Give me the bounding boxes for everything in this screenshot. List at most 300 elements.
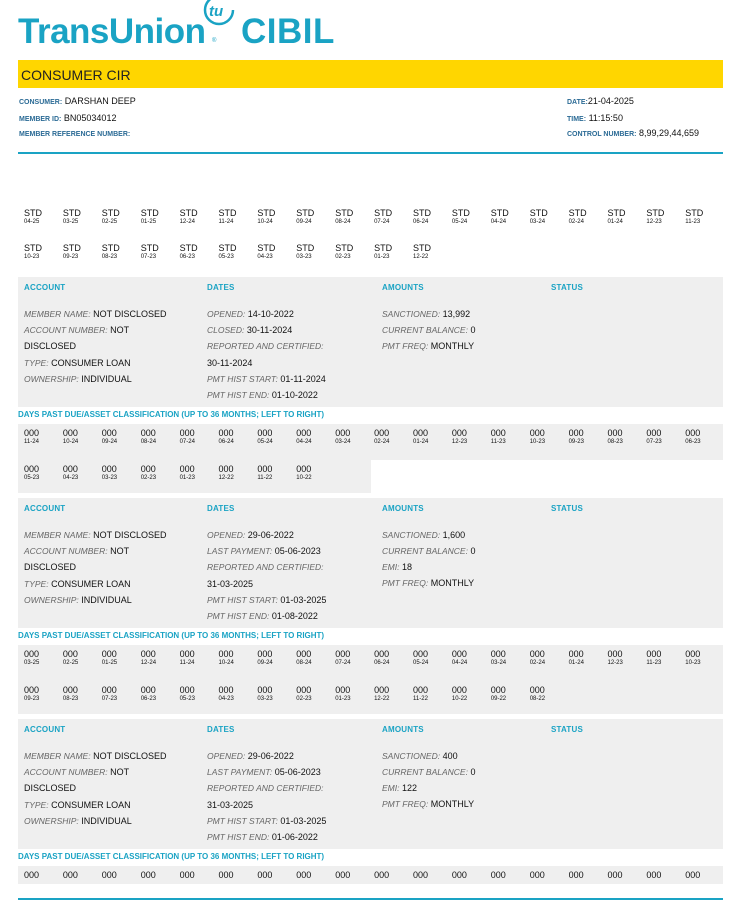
cell-month: 02-25 — [101, 219, 118, 225]
grid-cell — [608, 428, 638, 447]
cell-month: 02-24 — [568, 219, 584, 225]
cell-value: 000 — [607, 870, 623, 880]
grid-cell — [219, 685, 249, 704]
dates-heading: DATES — [207, 283, 235, 292]
cell-value: 000 — [257, 870, 273, 880]
cell-value: STD — [374, 208, 393, 218]
grid-cell — [257, 685, 287, 704]
cell-value: 000 — [413, 428, 429, 438]
cell-month: 08-23 — [101, 254, 118, 260]
date-opened: OPENED: 14-10-2022 — [207, 309, 294, 319]
current-balance: CURRENT BALANCE: 0 — [382, 767, 476, 777]
grid-cell — [452, 649, 482, 668]
cell-month: 01-24 — [568, 660, 584, 666]
cell-value: 000 — [179, 870, 195, 880]
grid-cell — [219, 870, 249, 880]
cell-month: 05-24 — [413, 660, 429, 666]
cell-value: 000 — [62, 464, 78, 474]
cell-month: 01-23 — [179, 475, 195, 481]
cell-month: 02-23 — [296, 696, 312, 702]
grid-cell — [180, 685, 210, 704]
grid-cell — [257, 464, 287, 483]
cell-month: 09-22 — [490, 696, 507, 702]
sanctioned-amount: SANCTIONED: 13,992 — [382, 309, 471, 319]
cell-month: 10-23 — [24, 254, 40, 260]
cell-value: 000 — [24, 649, 40, 659]
cell-month: 06-23 — [685, 439, 701, 445]
grid-cell — [219, 243, 249, 262]
grid-cell — [530, 428, 560, 447]
cell-value: 000 — [413, 870, 429, 880]
grid-cell — [413, 649, 443, 668]
brand-name: TransUnion — [18, 12, 206, 51]
grid-cell — [141, 649, 171, 668]
cell-value: 000 — [335, 685, 351, 695]
reported-date: 31-03-2025 — [207, 800, 254, 810]
pmt-hist-start: PMT HIST START: 01-03-2025 — [207, 595, 327, 605]
cell-value: 000 — [374, 649, 390, 659]
cell-month: 01-23 — [335, 696, 351, 702]
grid-cell — [141, 208, 171, 227]
cell-value: 000 — [101, 649, 117, 659]
account-number-cont: DISCLOSED — [24, 341, 77, 351]
grid-cell — [219, 464, 249, 483]
grid-cell — [24, 428, 54, 447]
grid-cell — [257, 428, 287, 447]
cell-value: 000 — [140, 428, 156, 438]
grid-cell — [569, 208, 599, 227]
grid-cell — [491, 685, 521, 704]
cell-value: 000 — [529, 870, 545, 880]
cell-value: 000 — [529, 428, 545, 438]
cell-value: 000 — [374, 428, 390, 438]
grid-cell — [452, 870, 482, 880]
cell-month: 03-24 — [529, 219, 546, 225]
report-time: 11:15:50 — [588, 113, 623, 123]
member-name: MEMBER NAME: NOT DISCLOSED — [24, 751, 167, 761]
grid-cell — [452, 208, 482, 227]
date-second: LAST PAYMENT: 05-06-2023 — [207, 767, 321, 777]
cell-value: STD — [218, 243, 237, 253]
cell-value: STD — [101, 208, 120, 218]
grid-cell — [413, 870, 443, 880]
account-type: TYPE: CONSUMER LOAN — [24, 579, 131, 589]
report-title: CONSUMER CIR — [21, 67, 131, 83]
cell-value: 000 — [646, 428, 662, 438]
cell-month: 06-24 — [413, 219, 429, 225]
grid-cell — [257, 243, 287, 262]
grid-cell — [219, 649, 249, 668]
account-number: ACCOUNT NUMBER: NOT — [24, 546, 130, 556]
grid-cell — [685, 428, 715, 447]
grid-cell — [374, 685, 404, 704]
grid-cell — [569, 870, 599, 880]
cell-value: 000 — [24, 685, 40, 695]
grid-cell — [296, 870, 326, 880]
grid-cell — [413, 243, 443, 262]
cell-month: 11-23 — [490, 439, 506, 445]
cell-month: 03-23 — [257, 696, 273, 702]
cell-value: STD — [24, 243, 42, 253]
cell-value: 000 — [257, 685, 273, 695]
cell-month: 05-23 — [218, 254, 234, 260]
dpd-title: DAYS PAST DUE/ASSET CLASSIFICATION (UP TO 36 MONTHS; LEFT TO RIGHT) — [18, 410, 325, 419]
grid-cell — [24, 208, 54, 227]
cell-month: 03-25 — [62, 219, 79, 225]
grid-cell — [452, 428, 482, 447]
pmt-frequency: PMT FREQ: MONTHLY — [382, 341, 475, 351]
cell-month: 06-23 — [179, 254, 195, 260]
emi-amount: EMI: 18 — [382, 562, 413, 572]
cell-value: STD — [413, 243, 431, 253]
cell-value: 000 — [335, 428, 351, 438]
cell-value: 000 — [62, 649, 78, 659]
cell-month: 04-23 — [218, 696, 234, 702]
grid-cell — [608, 649, 638, 668]
cell-month: 01-25 — [101, 660, 118, 666]
cell-month: 07-24 — [335, 660, 351, 666]
cell-month: 03-23 — [296, 254, 312, 260]
reported-label: REPORTED AND CERTIFIED: — [207, 562, 324, 572]
cell-month: 04-24 — [451, 660, 468, 666]
reported-date: 31-03-2025 — [207, 579, 254, 589]
time-row: TIME: 11:15:50 — [567, 113, 623, 123]
grid-cell — [491, 649, 521, 668]
cell-month: 09-23 — [62, 254, 79, 260]
grid-cell — [374, 649, 404, 668]
cell-month: 06-24 — [218, 439, 234, 445]
cell-value: STD — [179, 243, 198, 253]
grid-cell — [413, 685, 443, 704]
cell-value: 000 — [101, 464, 117, 474]
account-heading: ACCOUNT — [24, 283, 66, 292]
footer-divider — [18, 898, 723, 900]
grid-cell — [257, 870, 287, 880]
cell-month: 05-23 — [179, 696, 195, 702]
grid-cell — [219, 428, 249, 447]
cell-value: STD — [685, 208, 704, 218]
grid-cell — [296, 685, 326, 704]
cell-value: 000 — [490, 428, 506, 438]
status-heading: STATUS — [551, 504, 584, 513]
grid-cell — [141, 428, 171, 447]
grid-cell — [63, 243, 93, 262]
grid-cell — [374, 208, 404, 227]
cell-month: 10-23 — [529, 439, 546, 445]
grid-cell — [102, 685, 132, 704]
cell-value: 000 — [490, 870, 506, 880]
cell-month: 12-24 — [179, 219, 195, 225]
cell-value: 000 — [374, 685, 390, 695]
cell-value: STD — [646, 208, 665, 218]
cell-month: 02-23 — [140, 475, 157, 481]
dpd-block — [18, 424, 723, 460]
grid-cell — [374, 243, 404, 262]
cell-value: 000 — [24, 428, 40, 438]
cell-value: 000 — [218, 649, 234, 659]
grid-cell — [180, 428, 210, 447]
cell-value: 000 — [685, 649, 701, 659]
cell-value: 000 — [646, 870, 662, 880]
cell-value: 000 — [529, 685, 545, 695]
cell-month: 09-24 — [101, 439, 118, 445]
grid-cell — [452, 685, 482, 704]
cell-value: 000 — [179, 649, 195, 659]
grid-cell — [257, 208, 287, 227]
cell-month: 11-24 — [218, 219, 234, 225]
cell-value: 000 — [296, 649, 312, 659]
cell-value: 000 — [451, 685, 467, 695]
cell-value: 000 — [140, 685, 156, 695]
cell-month: 02-25 — [62, 660, 79, 666]
cell-month: 01-25 — [140, 219, 157, 225]
cell-month: 10-24 — [62, 439, 79, 445]
cell-value: STD — [257, 243, 276, 253]
cell-month: 08-24 — [296, 660, 312, 666]
grid-cell — [413, 428, 443, 447]
cell-value: 000 — [101, 685, 117, 695]
grid-cell — [180, 464, 210, 483]
cell-value: 000 — [335, 649, 351, 659]
grid-cell — [685, 870, 715, 880]
cell-value: 000 — [374, 870, 390, 880]
cell-month: 07-23 — [140, 254, 157, 260]
cell-value: 000 — [257, 464, 273, 474]
control-row: CONTROL NUMBER: 8,99,29,44,659 — [567, 128, 700, 138]
cell-month: 11-24 — [24, 439, 39, 445]
cell-month: 07-24 — [374, 219, 390, 225]
cell-value: 000 — [218, 685, 234, 695]
std-summary-grid — [18, 208, 723, 268]
reported-label: REPORTED AND CERTIFIED: — [207, 341, 324, 351]
grid-cell — [24, 870, 54, 880]
grid-cell — [102, 208, 132, 227]
grid-cell — [257, 649, 287, 668]
cell-value: 000 — [101, 870, 117, 880]
cell-month: 01-23 — [374, 254, 390, 260]
cell-value: STD — [101, 243, 120, 253]
cell-month: 12-24 — [140, 660, 157, 666]
report-title-bar — [18, 60, 723, 88]
grid-cell — [335, 243, 365, 262]
dpd-block — [18, 460, 371, 493]
grid-cell — [63, 685, 93, 704]
cell-month: 08-22 — [529, 696, 546, 702]
sanctioned-amount: SANCTIONED: 400 — [382, 751, 458, 761]
control-number: 8,99,29,44,659 — [639, 128, 700, 138]
cell-value: 000 — [62, 870, 78, 880]
cell-month: 01-24 — [413, 439, 429, 445]
dpd-title: DAYS PAST DUE/ASSET CLASSIFICATION (UP TO 36 MONTHS; LEFT TO RIGHT) — [18, 852, 325, 861]
cell-month: 08-23 — [607, 439, 623, 445]
cell-value: STD — [413, 208, 431, 218]
account-card — [18, 719, 723, 849]
grid-cell — [102, 649, 132, 668]
date-second: LAST PAYMENT: 05-06-2023 — [207, 546, 321, 556]
account-heading: ACCOUNT — [24, 725, 66, 734]
cell-month: 12-22 — [218, 475, 234, 481]
cell-value: STD — [257, 208, 276, 218]
cell-month: 07-23 — [646, 439, 662, 445]
cell-value: 000 — [490, 649, 506, 659]
pmt-hist-end: PMT HIST END: 01-10-2022 — [207, 390, 318, 400]
cell-month: 07-23 — [101, 696, 118, 702]
grid-cell — [646, 428, 676, 447]
member-id-row: MEMBER ID: BN05034012 — [19, 113, 117, 123]
date-second: CLOSED: 30-11-2024 — [207, 325, 293, 335]
cell-value: 000 — [490, 685, 506, 695]
dates-heading: DATES — [207, 504, 235, 513]
grid-cell — [335, 649, 365, 668]
reported-date: 30-11-2024 — [207, 358, 253, 368]
pmt-hist-start: PMT HIST START: 01-03-2025 — [207, 816, 327, 826]
emi-amount: EMI: 122 — [382, 783, 418, 793]
cell-month: 03-23 — [101, 475, 118, 481]
grid-cell — [530, 649, 560, 668]
account-card — [18, 277, 723, 407]
grid-cell — [335, 208, 365, 227]
cell-value: 000 — [607, 428, 623, 438]
cell-value: 000 — [685, 870, 701, 880]
report-date: 21-04-2025 — [587, 96, 634, 106]
cell-value: STD — [568, 208, 587, 218]
grid-cell — [180, 243, 210, 262]
grid-cell — [296, 464, 326, 483]
grid-cell — [180, 649, 210, 668]
cell-value: 000 — [140, 649, 156, 659]
grid-cell — [296, 243, 326, 262]
cell-value: STD — [296, 208, 315, 218]
grid-cell — [63, 428, 93, 447]
cell-month: 09-23 — [24, 696, 40, 702]
account-number-cont: DISCLOSED — [24, 562, 77, 572]
cell-value: 000 — [296, 870, 312, 880]
cell-month: 11-24 — [179, 660, 195, 666]
cell-value: 000 — [179, 428, 195, 438]
cell-value: 000 — [451, 428, 467, 438]
ownership: OWNERSHIP: INDIVIDUAL — [24, 374, 132, 384]
cell-value: STD — [529, 208, 548, 218]
cell-value: 000 — [257, 428, 273, 438]
grid-cell — [63, 649, 93, 668]
grid-cell — [685, 208, 715, 227]
cell-value: STD — [24, 208, 42, 218]
cell-month: 11-22 — [257, 475, 273, 481]
cell-value: 000 — [179, 464, 195, 474]
cell-month: 04-23 — [62, 475, 79, 481]
cell-month: 03-25 — [24, 660, 40, 666]
cell-value: STD — [335, 208, 354, 218]
cell-month: 04-25 — [24, 219, 40, 225]
cell-month: 09-24 — [257, 660, 273, 666]
cell-value: STD — [335, 243, 354, 253]
cell-value: 000 — [24, 870, 40, 880]
cell-value: 000 — [24, 464, 40, 474]
cell-value: 000 — [257, 649, 273, 659]
grid-cell — [24, 685, 54, 704]
cell-value: 000 — [296, 428, 312, 438]
cell-month: 04-24 — [296, 439, 312, 445]
dpd-title: DAYS PAST DUE/ASSET CLASSIFICATION (UP TO 36 MONTHS; LEFT TO RIGHT) — [18, 631, 325, 640]
cell-value: 000 — [646, 649, 662, 659]
cell-month: 11-22 — [413, 696, 428, 702]
grid-cell — [335, 428, 365, 447]
cell-month: 11-23 — [646, 660, 662, 666]
cell-value: STD — [62, 208, 81, 218]
cell-value: 000 — [413, 685, 429, 695]
grid-cell — [24, 243, 54, 262]
grid-cell — [374, 428, 404, 447]
cell-month: 12-22 — [374, 696, 390, 702]
cell-value: 000 — [218, 464, 234, 474]
cell-month: 06-24 — [374, 660, 390, 666]
grid-cell — [530, 208, 560, 227]
cell-value: 000 — [296, 685, 312, 695]
amounts-heading: AMOUNTS — [382, 283, 424, 292]
status-heading: STATUS — [551, 725, 584, 734]
cell-value: STD — [62, 243, 81, 253]
account-number: ACCOUNT NUMBER: NOT — [24, 767, 130, 777]
dpd-block — [18, 645, 723, 681]
grid-cell — [296, 428, 326, 447]
grid-cell — [180, 870, 210, 880]
grid-cell — [530, 870, 560, 880]
date-row: DATE:21-04-2025 — [567, 96, 634, 106]
cell-value: 000 — [685, 428, 701, 438]
grid-cell — [102, 243, 132, 262]
grid-cell — [141, 243, 171, 262]
ownership: OWNERSHIP: INDIVIDUAL — [24, 816, 132, 826]
grid-cell — [180, 208, 210, 227]
cell-month: 05-24 — [451, 219, 468, 225]
grid-cell — [569, 649, 599, 668]
sanctioned-amount: SANCTIONED: 1,600 — [382, 530, 466, 540]
cell-month: 09-24 — [296, 219, 312, 225]
account-number: ACCOUNT NUMBER: NOT — [24, 325, 130, 335]
cell-value: 000 — [218, 870, 234, 880]
cell-value: 000 — [568, 649, 584, 659]
account-type: TYPE: CONSUMER LOAN — [24, 358, 131, 368]
pmt-frequency: PMT FREQ: MONTHLY — [382, 799, 475, 809]
amounts-heading: AMOUNTS — [382, 725, 424, 734]
cell-month: 08-24 — [335, 219, 351, 225]
pmt-hist-start: PMT HIST START: 01-11-2024 — [207, 374, 326, 384]
grid-cell — [219, 208, 249, 227]
current-balance: CURRENT BALANCE: 0 — [382, 325, 476, 335]
cell-value: 000 — [101, 428, 117, 438]
account-heading: ACCOUNT — [24, 504, 66, 513]
svg-text:tu: tu — [209, 3, 224, 20]
dates-heading: DATES — [207, 725, 235, 734]
cell-value: 000 — [62, 428, 78, 438]
amounts-heading: AMOUNTS — [382, 504, 424, 513]
pmt-hist-end: PMT HIST END: 01-08-2022 — [207, 611, 318, 621]
cell-value: STD — [490, 208, 509, 218]
cell-month: 10-24 — [218, 660, 234, 666]
cell-value: 000 — [218, 428, 234, 438]
cell-month: 03-24 — [335, 439, 351, 445]
cell-value: STD — [374, 243, 393, 253]
cell-value: 000 — [607, 649, 623, 659]
cell-value: 000 — [296, 464, 312, 474]
grid-cell — [413, 208, 443, 227]
cell-month: 10-23 — [685, 660, 701, 666]
date-opened: OPENED: 29-06-2022 — [207, 751, 294, 761]
grid-cell — [63, 464, 93, 483]
cell-month: 02-23 — [335, 254, 351, 260]
product-name: CIBIL — [241, 12, 335, 51]
cell-value: STD — [179, 208, 198, 218]
